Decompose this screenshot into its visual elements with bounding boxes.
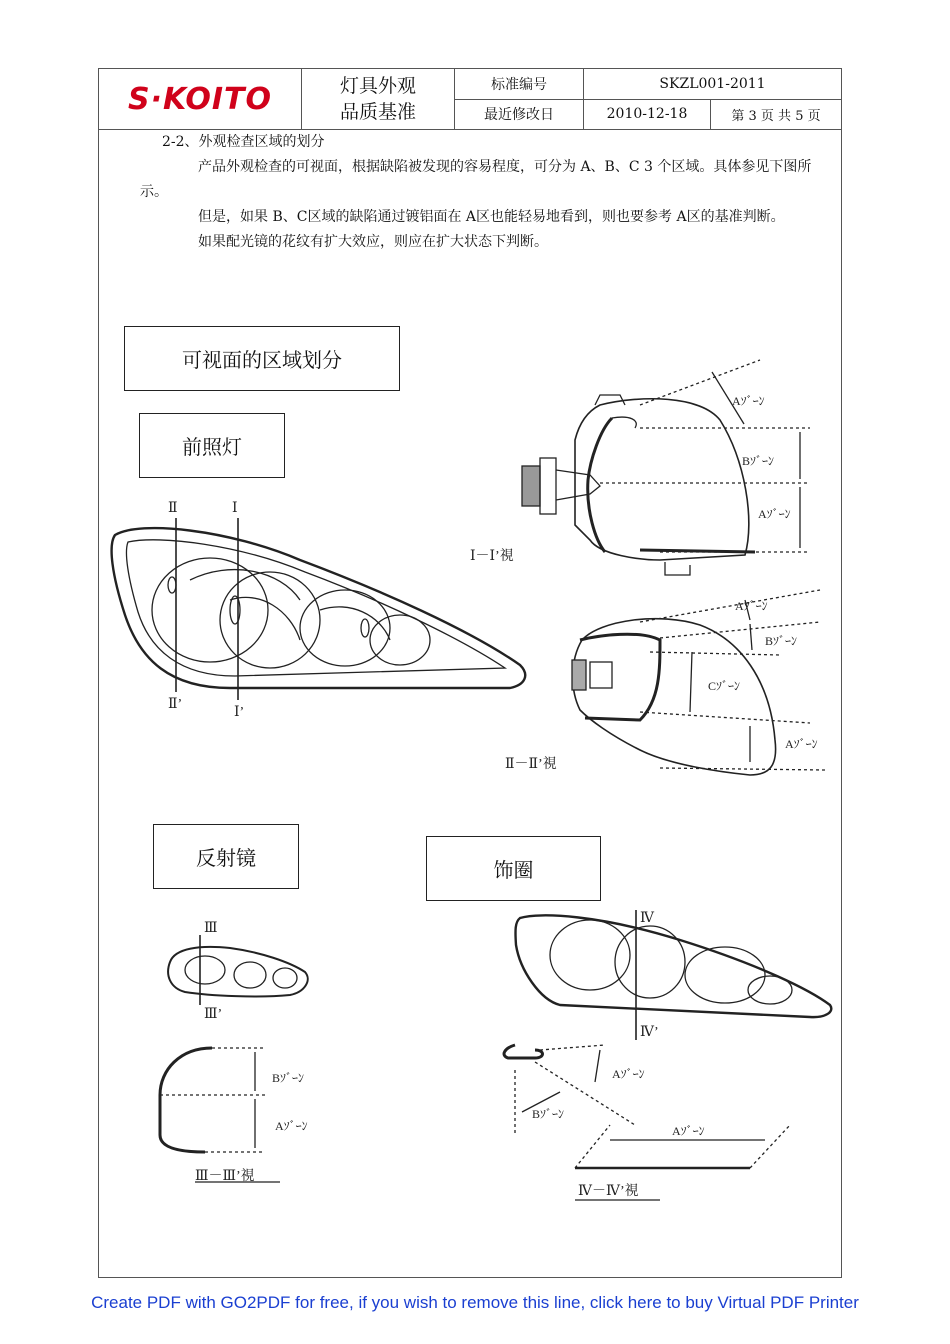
page-info: 第 3 页 共 5 页 bbox=[711, 99, 842, 130]
reflector-drawing bbox=[168, 935, 308, 1005]
zone-A-label-2: Aｿﾞｰﾝ bbox=[758, 507, 791, 521]
mark-III-prime: Ⅲ’ bbox=[204, 1007, 223, 1022]
mark-III: Ⅲ bbox=[204, 921, 218, 936]
mark-I-prime: Ⅰ’ bbox=[234, 705, 245, 720]
zone-A-label-7: Aｿﾞｰﾝ bbox=[672, 1124, 705, 1138]
title-line-2: 品质基准 bbox=[339, 101, 416, 123]
zone-C-label: Cｿﾞｰﾝ bbox=[708, 679, 741, 693]
zone-B-label-1: Bｿﾞｰﾝ bbox=[742, 454, 775, 468]
reflector-label-box: 反射镜 bbox=[153, 824, 299, 889]
zone-A-label-1: Aｿﾞｰﾝ bbox=[732, 394, 765, 408]
mark-II: Ⅱ bbox=[168, 501, 178, 516]
section-title-box: 可视面的区域划分 bbox=[124, 326, 400, 391]
zone-B-label-2: Bｿﾞｰﾝ bbox=[765, 634, 798, 648]
zone-A-label-5: Aｿﾞｰﾝ bbox=[275, 1119, 308, 1133]
pdf-footer-link[interactable]: Create PDF with GO2PDF for free, if you wish to remove this line, click here to buy Virtual PDF Printer bbox=[91, 1293, 859, 1312]
zone-A-label-6: Aｿﾞｰﾝ bbox=[612, 1067, 645, 1081]
mark-II-prime: Ⅱ’ bbox=[168, 697, 183, 712]
headlamp-label-box: 前照灯 bbox=[139, 413, 285, 478]
zone-A-label-3: Aｿﾞｰﾝ bbox=[735, 599, 768, 613]
headlamp-front-drawing bbox=[112, 518, 526, 700]
zone-A-label-4: Aｿﾞｰﾝ bbox=[785, 737, 818, 751]
bezel-drawing bbox=[515, 910, 831, 1040]
revised-label: 最近修改日 bbox=[455, 99, 584, 130]
view-III-caption: Ⅲ－Ⅲ’視 bbox=[195, 1169, 255, 1184]
company-logo: S·KOITO bbox=[128, 81, 272, 117]
std-no-value: SKZL001-2011 bbox=[584, 69, 842, 100]
title-line-1: 灯具外观 bbox=[339, 75, 416, 97]
section-III-drawing bbox=[160, 1048, 280, 1182]
mark-I: Ⅰ bbox=[232, 501, 238, 516]
view-IV-caption: Ⅳ－Ⅳ’視 bbox=[578, 1184, 639, 1199]
revised-value: 2010-12-18 bbox=[584, 99, 711, 130]
section-heading: 2-2、外观检查区域的划分 bbox=[162, 134, 325, 150]
mark-IV-prime: Ⅳ’ bbox=[640, 1025, 659, 1040]
mark-IV: Ⅳ bbox=[640, 911, 654, 926]
paragraph-2: 但是，如果 B、C区域的缺陷通过镀铝面在 A区也能轻易地看到，则也要参考 A区的基准判断。 bbox=[198, 209, 785, 225]
section-IV-drawing bbox=[504, 1045, 790, 1200]
bezel-label-box: 饰圈 bbox=[426, 836, 601, 901]
zone-B-label-4: Bｿﾞｰﾝ bbox=[532, 1107, 565, 1121]
std-no-label: 标准编号 bbox=[455, 69, 584, 100]
view-I-caption: Ⅰ－Ⅰ’視 bbox=[470, 549, 514, 564]
paragraph-1: 产品外观检查的可视面，根据缺陷被发现的容易程度，可分为 A、B、C 3 个区域。具体参见下图所示。 bbox=[140, 159, 812, 200]
view-II-caption: Ⅱ－Ⅱ’視 bbox=[505, 757, 557, 772]
zone-B-label-3: Bｿﾞｰﾝ bbox=[272, 1071, 305, 1085]
paragraph-3: 如果配光镜的花纹有扩大效应，则应在扩大状态下判断。 bbox=[198, 234, 548, 250]
